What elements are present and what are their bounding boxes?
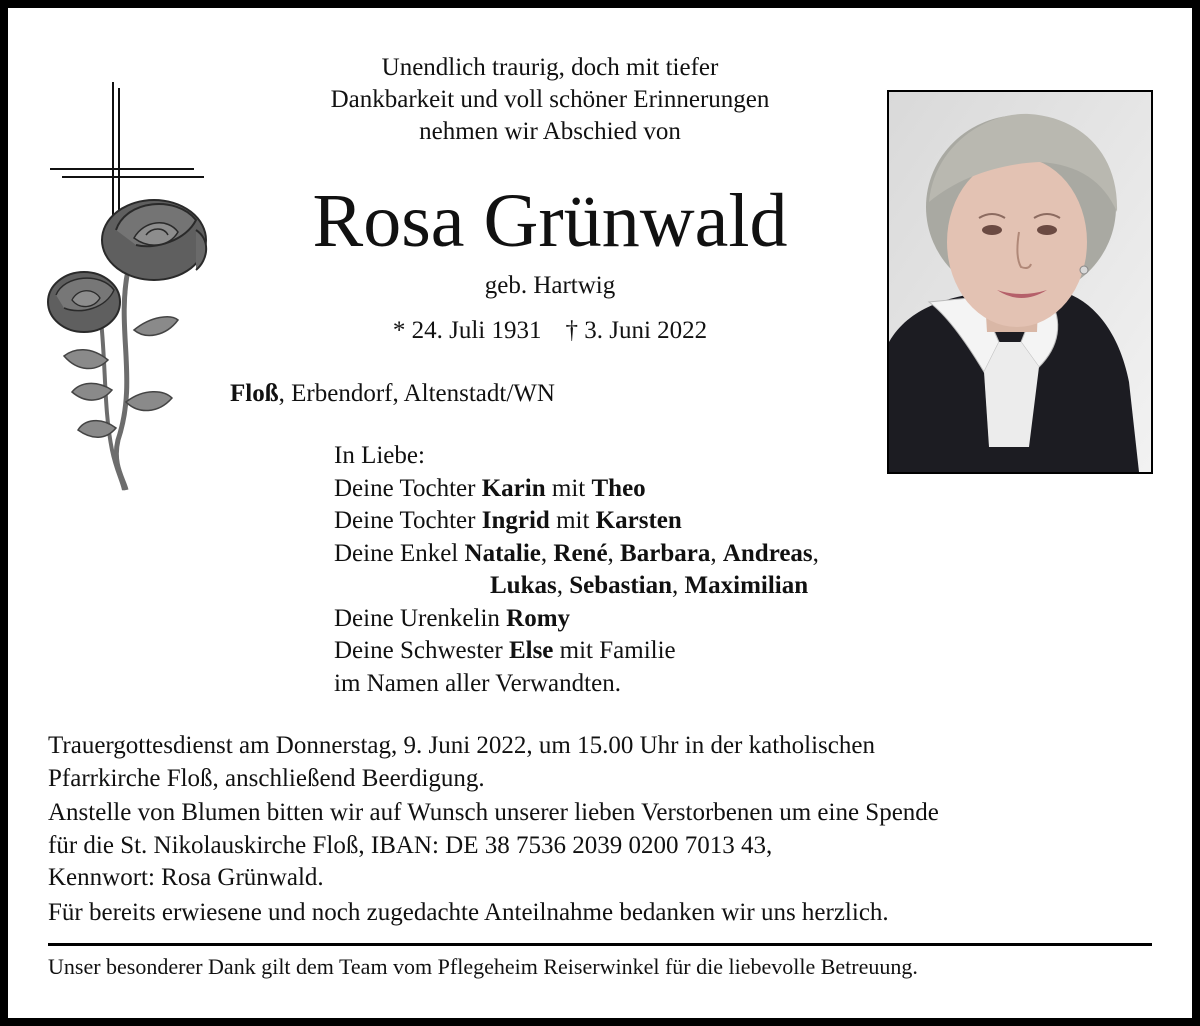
divider [48,943,1152,946]
places [230,378,555,410]
death-date: † 3. Juni 2022 [565,317,708,344]
intro-line-2: Dankbarkeit und voll schöner Erinnerungen [330,86,770,113]
maiden-name: geb. Hartwig [484,272,616,299]
mourner-line: Deine Tochter Karin mit Theo [334,474,646,502]
mourners-list [334,440,819,700]
donation-info: Anstelle von Blumen bitten wir auf Wunsch unserer lieben Verstorbenen um eine Spende für die St. Nikolauskirche Floß, IBAN: DE 38 7536 2039 0200 7013 43, Kennwort: Rosa Grünwald. [48,799,939,891]
intro-text [250,52,850,148]
mourners-closing: im Namen aller Verwandten. [334,669,621,697]
place-primary: Floß [230,380,279,407]
portrait-photo [887,90,1153,474]
place-rest: , Erbendorf, Altenstadt/WN [278,380,555,407]
gratitude-text: Für bereits erwiesene und noch zugedachte Anteilnahme bedanken wir uns herzlich. [48,898,889,926]
service-details [48,730,1158,931]
special-thanks: Unser besonderer Dank gilt dem Team vom Pflegeheim Reiserwinkel für die liebevolle Betreuung. [48,954,918,979]
intro-line-3: nehmen wir Abschied von [419,118,681,145]
mourner-line: Lukas, Sebastian, Maximilian [490,572,809,599]
life-dates [250,315,850,347]
mourner-line: Deine Enkel Natalie, René, Barbara, Andreas, [334,539,819,567]
mourner-line: Deine Urenkelin Romy [334,604,571,632]
service-info: Trauergottesdienst am Donnerstag, 9. Juni 2022, um 15.00 Uhr in der katholischen Pfarrkirche Floß, anschließend Beerdigung. [48,732,875,792]
deceased-name: Rosa Grünwald [312,179,788,263]
intro-line-1: Unendlich traurig, doch mit tiefer [381,54,719,81]
birth-date: * 24. Juli 1931 [392,317,542,344]
mourners-heading: In Liebe: [334,442,425,469]
mourner-line: Deine Schwester Else mit Familie [334,637,676,664]
cross-icon [50,82,204,217]
cross-with-roses-icon [46,80,216,495]
mourner-line: Deine Tochter Ingrid mit Karsten [334,507,682,534]
roses-icon [48,200,206,490]
